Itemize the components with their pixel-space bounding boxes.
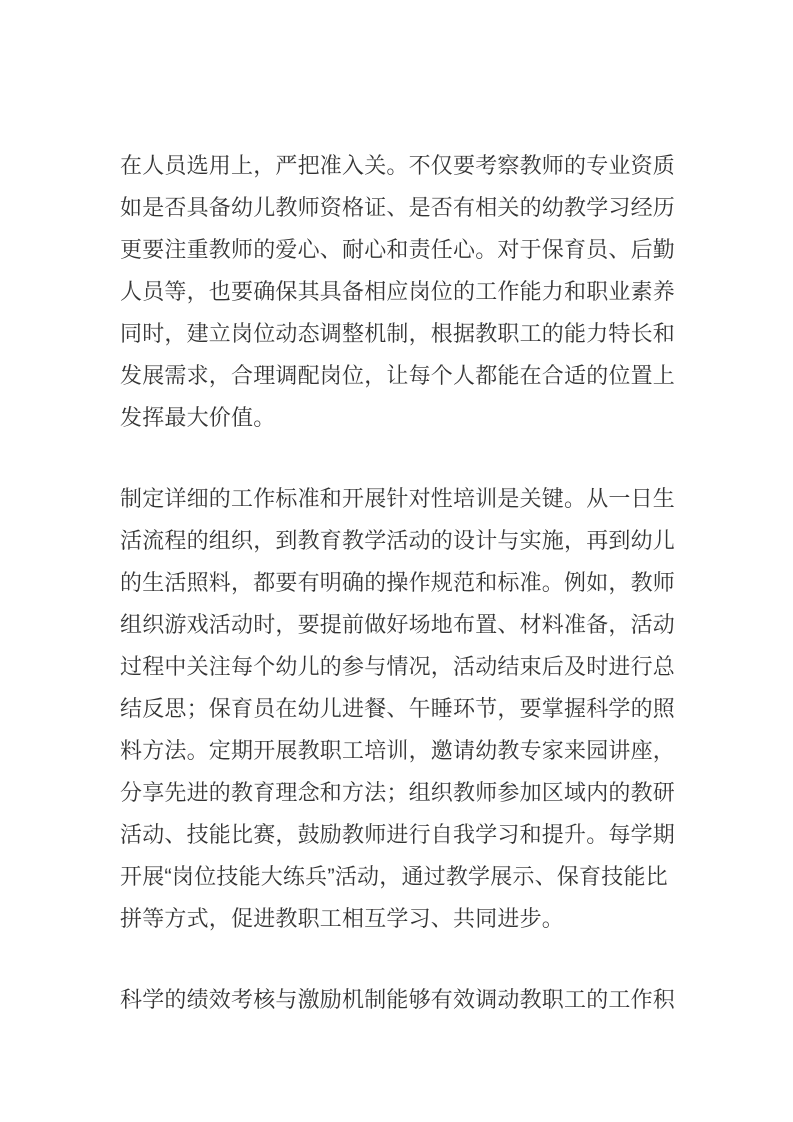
text-line: 发展需求，合理调配岗位，让每个人都能在合适的位置上 (120, 363, 676, 388)
text-line: 结反思；保育员在幼儿进餐、午睡环节，要掌握科学的照 (120, 696, 676, 721)
text-line: 如是否具备幼儿教师资格证、是否有相关的幼教学习经历 (120, 195, 676, 220)
text-line: 科学的绩效考核与激励机制能够有效调动教职工的工作积 (120, 987, 676, 1012)
paragraph-standards-training (120, 478, 680, 940)
text-line: 过程中关注每个幼儿的参与情况，活动结束后及时进行总 (120, 654, 676, 679)
text-line: 制定详细的工作标准和开展针对性培训是关键。从一日生 (120, 486, 676, 511)
text-line: 在人员选用上，严把准入关。不仅要考察教师的专业资质 (120, 153, 676, 178)
article-body (120, 145, 680, 1060)
text-line: 组织游戏活动时，要提前做好场地布置、材料准备，活动 (120, 612, 676, 637)
text-line: 的生活照料，都要有明确的操作规范和标准。例如，教师 (120, 570, 676, 595)
paragraph-staff-selection (120, 145, 680, 439)
text-line: 同时，建立岗位动态调整机制，根据教职工的能力特长和 (120, 321, 676, 346)
text-line: 开展“岗位技能大练兵”活动，通过教学展示、保育技能比 (120, 864, 668, 889)
text-line: 更要注重教师的爱心、耐心和责任心。对于保育员、后勤 (120, 237, 676, 262)
text-line: 拼等方式，促进教职工相互学习、共同进步。 (120, 906, 565, 931)
text-line: 分享先进的教育理念和方法；组织教师参加区域内的教研 (120, 780, 676, 805)
paragraph-performance-incentive (120, 979, 680, 1021)
text-line: 发挥最大价值。 (120, 405, 276, 430)
text-line: 活动、技能比赛，鼓励教师进行自我学习和提升。每学期 (120, 822, 676, 847)
text-line: 活流程的组织，到教育教学活动的设计与实施，再到幼儿 (120, 528, 676, 553)
text-line: 人员等，也要确保其具备相应岗位的工作能力和职业素养 (120, 279, 676, 304)
text-line: 料方法。定期开展教职工培训，邀请幼教专家来园讲座， (120, 738, 676, 763)
